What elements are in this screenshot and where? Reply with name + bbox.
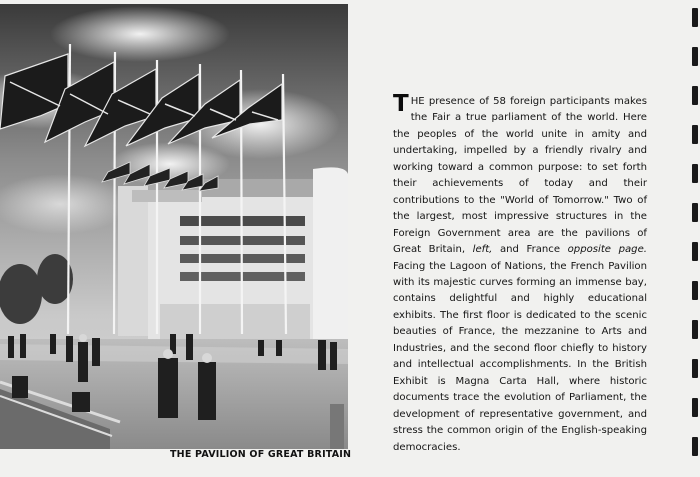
body-text-part-3: Facing the Lagoon of Nations, the French Pavilion with its majestic curves forming an immense bay, contains delightful and highly educational exhibits. The first floor is dedicated to the scenic beauties of France, the mezzanine to Arts and Industries, and the second floor chiefly to history and intellectual accomplishments. In the British Exhibit is Magna Carta Hall, where historic documents trace the evolution of Parliament, the development of representative government, and stress the common origin of the English-speaking democracies. (393, 260, 647, 453)
binding-slot (692, 242, 698, 261)
binding-slot (692, 359, 698, 378)
photo-caption: THE PAVILION OF GREAT BRITAIN (170, 449, 352, 460)
binding-slot (692, 398, 698, 417)
body-text-emphasis-left: left, (472, 244, 493, 256)
body-text-part-2: and France (492, 244, 568, 256)
binding-slot (692, 47, 698, 66)
binding-slot (692, 203, 698, 222)
drop-cap: T (393, 91, 409, 117)
binding-slot (692, 125, 698, 144)
pavilion-photo (0, 4, 348, 449)
body-text-emphasis-opposite: opposite page. (567, 244, 647, 256)
spiral-binding (686, 0, 700, 477)
binding-slot (692, 281, 698, 300)
binding-slot (692, 86, 698, 105)
binding-slot (692, 320, 698, 339)
binding-slot (692, 8, 698, 27)
binding-slot (692, 164, 698, 183)
binding-slot (692, 437, 698, 456)
body-text (393, 91, 647, 456)
body-text-part-1: HE presence of 58 foreign participants makes the Fair a true parliament of the world. Here the peoples of the world unite in amity and undertaking, impelled by a friendly rivalry and working toward a common purpose: to set forth their achievements of today and their contributions to the "World of Tomorrow." Two of the largest, most impressive structures in the Foreign Government area are the pavilions of Great Britain, (393, 96, 647, 256)
